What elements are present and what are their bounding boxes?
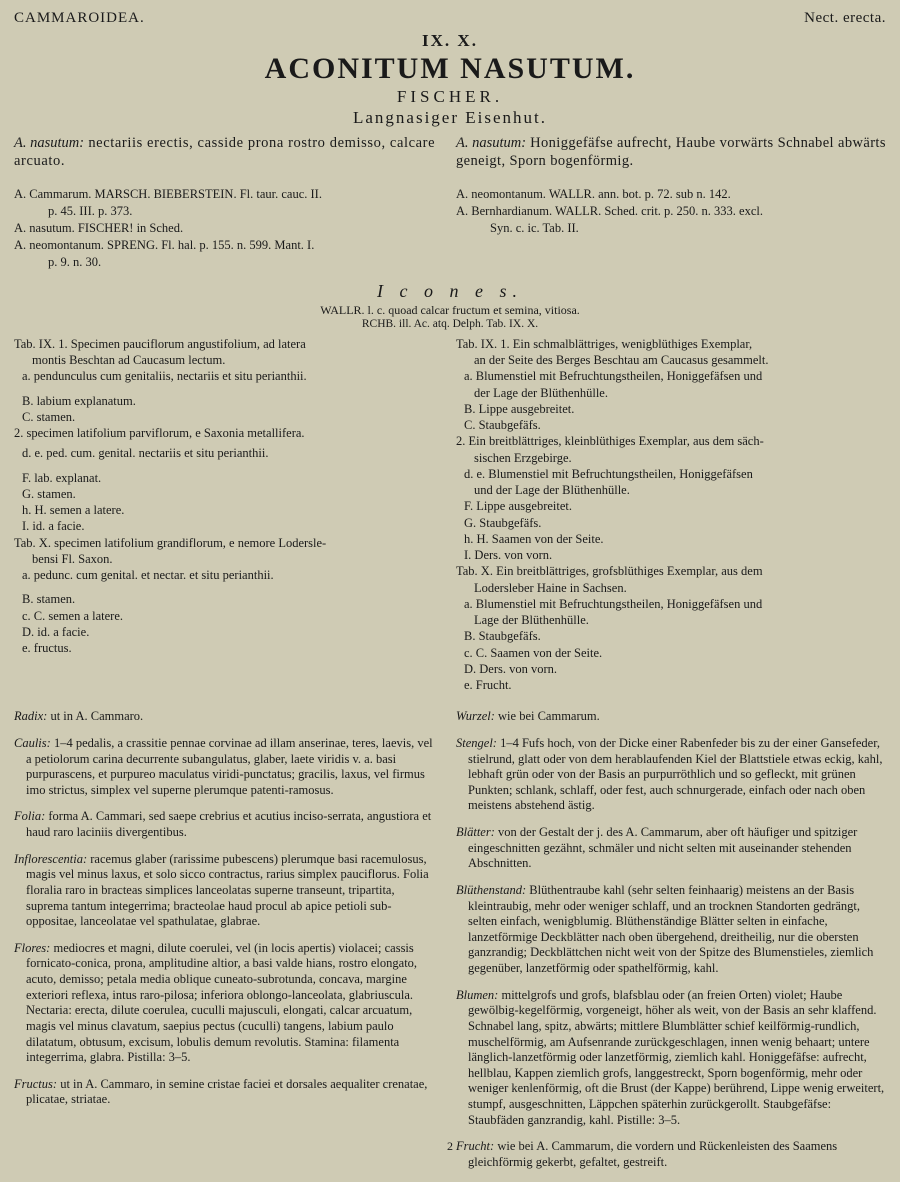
running-head-right: Nect. erecta.: [804, 10, 886, 26]
plate-description-line: B. stamen.: [22, 592, 76, 607]
diagnosis-block: [14, 134, 886, 170]
plate-description-line: 2. Ein breitblättriges, kleinblüthiges Exemplar, aus dem säch-: [456, 434, 764, 449]
icones-heading: I c o n e s.: [377, 280, 523, 301]
description-text: ut in A. Cammaro, in semine cristae faciei et dorsales aequaliter crenatae, plicatae, striatae.: [26, 1076, 428, 1107]
description-paragraph: [14, 809, 434, 840]
description-text: wie bei A. Cammarum, die vordern und Rückenleisten des Saamens gleichförmig gekerbt, gefaltet, gestreift.: [468, 1139, 838, 1169]
folio-number: 2: [447, 1139, 453, 1153]
plate-description-line: 2. specimen latifolium parviflorum, e Saxonia metallifera.: [14, 426, 305, 440]
synonymy-line: Syn. c. ic. Tab. II.: [490, 220, 579, 235]
icones-citation-2: RCHB. ill. Ac. atq. Delph. Tab. IX. X.: [361, 317, 539, 330]
synonymy-line: A. Cammarum. MARSCH. BIEBERSTEIN. Fl. taur. cauc. II.: [14, 186, 322, 201]
plate-description-line: und der Lage der Blüthenhülle.: [474, 483, 630, 497]
plate-description-line: Tab. IX. 1. Specimen pauciflorum angustifolium, ad latera: [14, 336, 306, 351]
plate-description-line: a. Blumenstiel mit Befruchtungstheilen, Honiggefäfsen und: [464, 596, 763, 611]
plate-description-latin: [14, 336, 450, 694]
plate-description-line: e. fructus.: [22, 641, 72, 655]
description-lead-word: Wurzel:: [456, 709, 495, 724]
plate-description-line: Tab. X. specimen latifolium grandiflorum, e nemore Lodersle-: [14, 535, 327, 550]
description-paragraph: [14, 709, 434, 725]
plate-description-line: an der Seite des Berges Beschtau am Caucasus gesammelt.: [474, 353, 769, 367]
description-lead-word: Frucht:: [456, 1139, 495, 1154]
description-lead-word: Fructus:: [14, 1076, 58, 1091]
plate-description-line: c. C. Saamen von der Seite.: [464, 645, 603, 660]
plate-description-line: C. stamen.: [22, 409, 76, 424]
description-text: forma A. Cammari, sed saepe crebrius et acutius inciso-serrata, angustiora et haud raro laciniis divergentibus.: [26, 809, 432, 839]
plate-description-line: Tab. X. Ein breitblättriges, grofsblüthiges Exemplar, aus dem: [456, 564, 763, 579]
description-paragraph: [14, 1077, 434, 1108]
description-text: mediocres et magni, dilute coerulei, vel (in locis apertis) violacei; cassis fornicato-conica, prona, amplitudine altior, a basi valde hians, rostro elongato, acuto, demisso; petala media oblique cuneato-subrotunda, concava, margine exteriori reflexa, intus raro-pilosa; inferiora oblongo-lanceolata, glabriuscula. Nectaria: erecta, dilute coerulea, cuculli majusculi, elongati, calcar arcuatum, magis vel minus clavatum, saepius pectus (cuculli) tangens, labium paulo dilatatum, obtusum, excisum, lobulis demum revolutis. Stamina: filamenta integerrima, glabra. Pistilla: 3–5.: [26, 940, 418, 1065]
plate-description-german: [450, 336, 886, 694]
synonymy-left: [14, 186, 450, 271]
synonymy-block: [14, 186, 886, 271]
description-lead-word: Stengel:: [456, 735, 497, 750]
synonymy-right: [450, 186, 886, 271]
diagnosis-german-name: A. nasutum:: [456, 134, 527, 151]
diagnosis-latin: [14, 134, 450, 170]
plate-description-line: a. pedunc. cum genital. et nectar. et situ perianthii.: [22, 568, 274, 582]
plate-description-line: a. Blumenstiel mit Befruchtungstheilen, Honiggefäfsen und: [464, 369, 763, 384]
diagnosis-latin-text: nectariis erectis, casside prona rostro demisso, calcare arcuato.: [14, 134, 436, 169]
plate-spacer: [14, 462, 436, 470]
plate-description-line: c. C. semen a latere.: [22, 608, 123, 623]
description-paragraph: [456, 709, 886, 725]
description-block: [14, 709, 886, 1181]
diagnosis-latin-name: A. nasutum:: [14, 134, 85, 151]
description-paragraph: [14, 941, 434, 1066]
plate-spacer: [14, 583, 436, 591]
plate-description-line: d. e. Blumenstiel mit Befruchtungstheilen, Honiggefäfsen: [464, 466, 753, 481]
description-paragraph: [456, 988, 886, 1129]
description-text: 1–4 pedalis, a crassitie pennae corvinae ad illam anserinae, teres, laevis, vel a petiolorum carina decurrente subangulatus, glaber, laete viridis v. a. basi purpurascens, et purpureo maculatus viridi-punctatus; gracilis, laxus, vel firmus imo strictus, simplex vel superne plerumque patenti-ramosus.: [26, 735, 433, 797]
plate-description-line: B. Lippe ausgebreitet.: [464, 401, 575, 416]
description-german: [450, 709, 886, 1181]
description-lead-word: Blüthenstand:: [456, 882, 527, 897]
plate-description-line: D. Ders. von vorn.: [464, 661, 558, 676]
plate-description-line: d. e. ped. cum. genital. nectariis et situ perianthii.: [22, 446, 269, 461]
page-title: ACONITUM NASUTUM.: [264, 52, 636, 85]
description-lead-word: Folia:: [14, 809, 46, 824]
plate-description-line: D. id. a facie.: [22, 624, 90, 639]
plate-description-line: F. lab. explanat.: [22, 470, 102, 485]
synonymy-line: A. nasutum. FISCHER! in Sched.: [14, 220, 184, 235]
description-text: mittelgrofs und grofs, blafsblau oder (an freien Orten) violet; Haube gewölbig-kegelförmig, vorgeneigt, höher als weit, von der Basis an sehr klaffend. Schnabel lang, spitz, abwärts; mittlere Blumblätter schief keilförmig-rundlich, muschelförmig, am Aufsenrande zurückgeschlagen, innen wenig behaart; untere länglich-lanzetförmig oder lanzetförmig, ziemlich kahl. Honiggefäfse: aufrecht, hellblau, Kappen ziemlich grofs, langgestreckt, Sporn bogenförmig, mehr oder weniger kenlenförmig, oft die Brust (der Kappe) berührend, Lippe wenig erweitert, stumpf, ausgeschnitten, Läppchen späterhin zurückgerollt. Staubgefäfse: Staubfäden ganzrandig, kahl. Pistille: 3–5.: [468, 987, 885, 1127]
description-lead-word: Flores:: [14, 940, 51, 955]
description-paragraph: [14, 852, 434, 930]
description-text: Blüthentraube kahl (sehr selten feinhaarig) meistens an der Basis kleintraubig, mehr oder weniger schlaff, und an trocknen Standorten gedrängt, selten einfach, wenigblumig. Blüthenständige Blätter selten in einfache, lanzetförmige Deckblätter nach oben übergehend, dreitheilig, nur die obersten ganzrandig; Deckblättchen nicht weit von der Spitze des Blumenstieles, ziemlich gegenüber, lanzetförmig oder spathelförmig, kahl.: [468, 882, 874, 975]
description-paragraph: [456, 736, 886, 814]
plate-description-line: a. pendunculus cum genitaliis, nectariis et situ perianthii.: [22, 369, 307, 384]
description-text: ut in A. Cammaro.: [47, 709, 144, 724]
description-lead-word: Caulis:: [14, 735, 51, 750]
diagnosis-german: [450, 134, 886, 170]
plate-description-line: h. H. semen a latere.: [22, 503, 125, 517]
plate-description-line: I. id. a facie.: [22, 519, 85, 534]
description-latin: [14, 709, 450, 1181]
description-lead-word: Radix:: [14, 709, 48, 724]
plate-description-line: G. Staubgefäfs.: [464, 515, 542, 530]
plate-description-line: Tab. IX. 1. Ein schmalblättriges, wenigblüthiges Exemplar,: [456, 336, 753, 351]
synonymy-line: A. neomontanum. SPRENG. Fl. hal. p. 155. n. 599. Mant. I.: [14, 237, 315, 252]
plate-description-line: B. labium explanatum.: [22, 393, 136, 408]
plate-description-line: Lage der Blüthenhülle.: [474, 613, 589, 627]
diagnosis-german-text: Honiggefäfse aufrecht, Haube vorwärts Schnabel abwärts geneigt, Sporn bogenförmig.: [456, 134, 886, 169]
running-head: [14, 10, 886, 27]
description-lead-word: Blumen:: [456, 987, 499, 1002]
plate-description-line: bensi Fl. Saxon.: [32, 551, 113, 566]
plate-description-line: F. Lippe ausgebreitet.: [464, 499, 572, 514]
plate-description-line: B. Staubgefäfs.: [464, 629, 541, 644]
plate-description-line: I. Ders. von vorn.: [464, 548, 553, 562]
description-text: 1–4 Fufs hoch, von der Dicke einer Rabenfeder bis zu der einer Gansefeder, stielrund, glatt oder von dem herablaufenden Kiel der Blattstiele etwas eckig, kahl, lebhaft grün oder von der Basis an purpurröthlich und so gefleckt, mit grünen Punkten; schlank, schlaff, oder fest, auch schnurgerade, einfach oder nach oben meistens abstehend ästig.: [468, 735, 883, 813]
synonymy-line: A. Bernhardianum. WALLR. Sched. crit. p. 250. n. 333. excl.: [456, 203, 764, 218]
plate-description-line: montis Beschtan ad Caucasum lectum.: [32, 353, 226, 367]
description-paragraph: [456, 883, 886, 977]
description-text: von der Gestalt der j. des A. Cammarum, aber oft häufiger und spitziger eingeschnitten gezähnt, schmäler und nicht selten mit auseinander stehenden Abschnitten.: [468, 825, 858, 871]
plate-description-line: sischen Erzgebirge.: [474, 450, 572, 465]
icones-citation-1: WALLR. l. c. quoad calcar fructum et semina, vitiosa.: [320, 302, 580, 317]
german-common-name: Langnasiger Eisenhut.: [352, 107, 547, 127]
plate-description-line: C. Staubgefäfs.: [464, 418, 541, 432]
description-paragraph: [14, 736, 434, 799]
description-text: racemus glaber (rarissime pubescens) plerumque basi racemulosus, magis vel minus laxus, et solo sicco contractus, rarius simplex pauciflorus. Folia floralia raro in bracteas simplices lanceolatas superne transeunt, tripartita, suprema tantum integerrima; bracteolae haud procul ab apice petioli sub-oppositae, lanceolatae vel spathulatae, glabrae.: [26, 851, 429, 929]
description-lead-word: Blätter:: [456, 825, 495, 839]
plate-description-line: der Lage der Blüthenhülle.: [474, 385, 608, 400]
synonymy-line: A. neomontanum. WALLR. ann. bot. p. 72. sub n. 142.: [456, 186, 731, 201]
running-head-left: CAMMAROIDEA.: [14, 10, 145, 26]
plate-description-line: G. stamen.: [22, 486, 76, 501]
plate-description-block: [14, 336, 886, 694]
synonymy-line: p. 45. III. p. 373.: [48, 203, 133, 218]
description-lead-word: Inflorescentia:: [14, 851, 88, 866]
description-text: wie bei Cammarum.: [494, 709, 600, 724]
description-paragraph: [456, 825, 886, 872]
plate-description-line: h. H. Saamen von der Seite.: [464, 531, 604, 546]
plate-description-line: Lodersleber Haine in Sachsen.: [474, 580, 627, 595]
plate-number: IX. X.: [422, 31, 478, 50]
title-author: FISCHER.: [396, 86, 504, 106]
plate-description-line: e. Frucht.: [464, 678, 512, 692]
plate-spacer: [14, 385, 436, 393]
synonymy-line: p. 9. n. 30.: [48, 254, 102, 269]
